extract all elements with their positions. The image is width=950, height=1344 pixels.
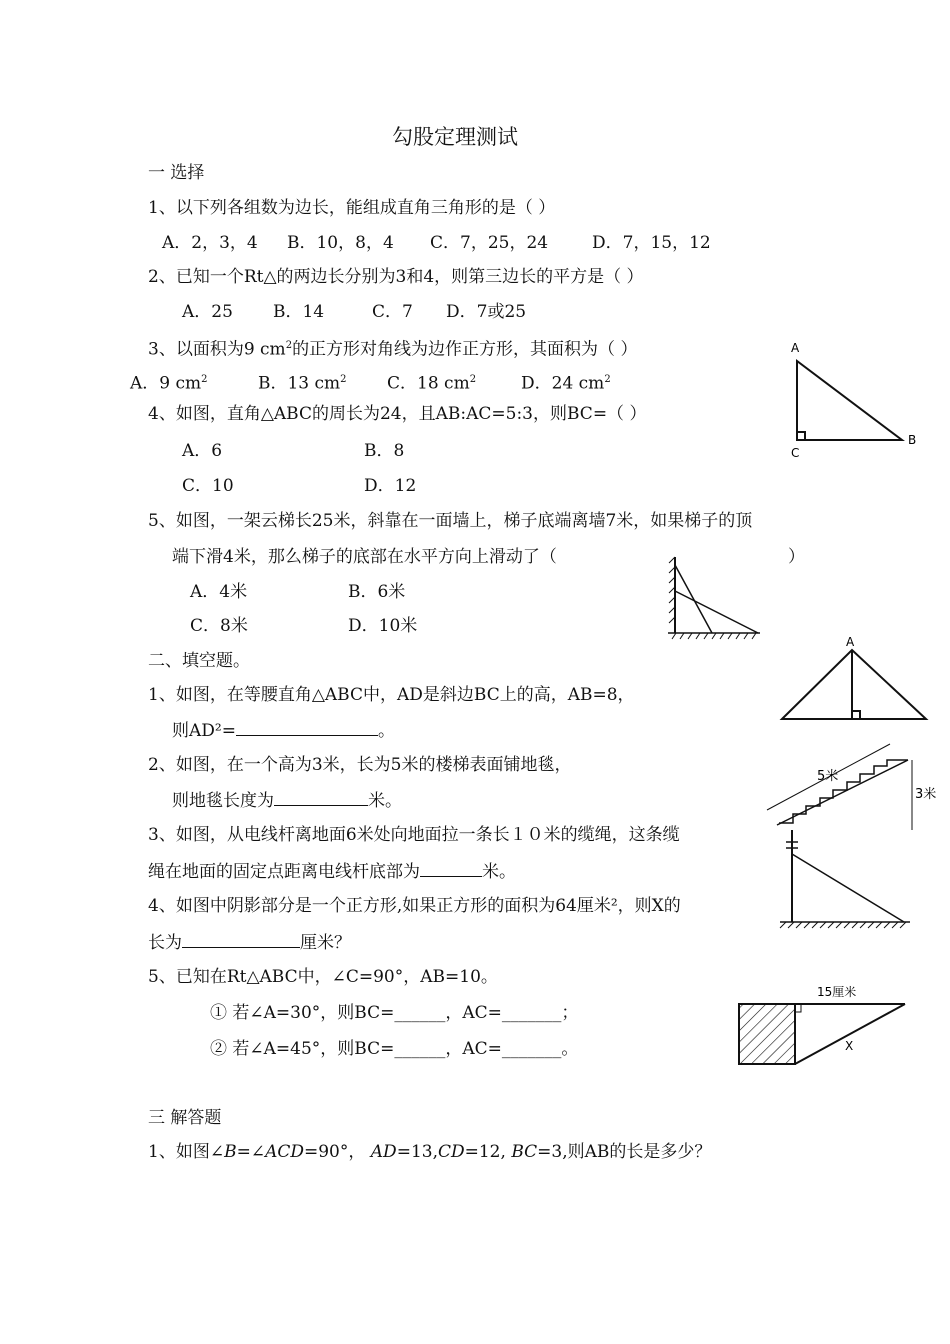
page-title: 勾股定理测试 (392, 125, 518, 149)
length-label: 5米 (817, 769, 839, 784)
fill-2-line2: 则地毯长度为 米。 (172, 791, 402, 811)
square-triangle-figure (735, 978, 910, 1068)
answer-blank[interactable] (420, 860, 482, 877)
question-5-paren: ） (788, 547, 805, 567)
fill-2-line1: 2、如图，在一个高为3米，长为5米的楼梯表面铺地毯， (148, 755, 572, 775)
q1-option-c: C．7，25，24 (430, 233, 549, 253)
q3-option-d: D．24 $cm^2$ (521, 373, 611, 394)
answer-blank[interactable] (274, 789, 368, 806)
q2-option-c: C．7 (372, 302, 413, 322)
top-length-label: 15厘米 (817, 985, 857, 999)
q3-option-c: C．18 $cm^2$ (387, 373, 477, 394)
q4-option-a: A．6 (182, 441, 223, 461)
q5-option-b: B．6米 (348, 582, 406, 602)
fill-5-sub1: ① 若∠A=30°，则BC=______，AC=_______； (210, 1003, 579, 1023)
fill-5-stem: 5、已知在Rt△ABC中，∠C=90°，AB=10。 (148, 967, 498, 987)
q3-option-b: B．13 $cm^2$ (258, 373, 347, 394)
fill-1-line2: 则AD²= 。 (172, 721, 395, 741)
x-label: X (845, 1039, 854, 1053)
section-heading-answer: 三 解答题 (148, 1108, 222, 1128)
question-1-stem: 1、以下列各组数为边长，能组成直角三角形的是（ ） (148, 198, 556, 218)
q5-option-d: D．10米 (348, 616, 418, 636)
q3-option-a: A．9 $cm^2$ (130, 373, 208, 394)
q2-option-d: D．7或25 (446, 302, 527, 322)
q5-option-a: A．4米 (190, 582, 248, 602)
right-triangle-abc-figure (786, 340, 926, 465)
question-5-line2: 端下滑4米，那么梯子的底部在水平方向上滑动了（ (172, 547, 557, 567)
fill-3-line1: 3、如图，从电线杆离地面6米处向地面拉一条长１０米的缆绳，这条缆 (148, 825, 680, 845)
q2-option-b: B．14 (273, 302, 325, 322)
question-2-stem: 2、已知一个Rt△的两边长分别为3和4，则第三边长的平方是（ ） (148, 267, 644, 287)
fill-1-line1: 1、如图，在等腰直角△ABC中，AD是斜边BC上的高，AB=8， (148, 685, 635, 705)
vertex-label-a: A (846, 635, 855, 649)
question-3-stem: 3、以面积为9 $cm^2$的正方形对角线为边作正方形，其面积为（ ） (148, 339, 638, 360)
answer-blank[interactable] (236, 719, 378, 736)
fill-4-line2: 长为 厘米？ (148, 933, 351, 953)
q1-option-d: D．7，15，12 (592, 233, 711, 253)
answer-1-stem: 1、如图∠B=∠ACD=90°， AD=13,CD=12, BC=3,则AB的长是多少？ (148, 1142, 712, 1162)
q4-option-c: C．10 (182, 476, 234, 496)
ladder-wall-figure (660, 553, 765, 638)
isosceles-triangle-figure (770, 630, 940, 730)
answer-blank[interactable] (182, 931, 300, 948)
utility-pole-figure (776, 828, 916, 938)
fill-4-line1: 4、如图中阴影部分是一个正方形,如果正方形的面积为64厘米²，则X的 (148, 896, 681, 916)
vertex-label-a: A (791, 341, 800, 355)
q1-option-b: B．10，8，4 (287, 233, 394, 253)
staircase-figure (765, 730, 940, 830)
height-label: 3米 (915, 787, 937, 802)
fill-3-line2: 绳在地面的固定点距离电线杆底部为 米。 (148, 862, 516, 882)
q5-option-c: C．8米 (190, 616, 248, 636)
section-heading-fill: 二、填空题。 (148, 651, 250, 671)
q2-option-a: A．25 (182, 302, 233, 322)
q4-option-d: D．12 (364, 476, 417, 496)
vertex-label-c: C (791, 446, 800, 460)
section-heading-choice: 一 选择 (148, 163, 205, 183)
q4-option-b: B．8 (364, 441, 405, 461)
fill-5-sub2: ② 若∠A=45°，则BC=______，AC=_______。 (210, 1039, 579, 1059)
question-5-line1: 5、如图，一架云梯长25米，斜靠在一面墙上，梯子底端离墙7米，如果梯子的顶 (148, 511, 753, 531)
q1-option-a: A．2，3，4 (162, 233, 258, 253)
vertex-label-b: B (908, 433, 917, 447)
question-4-stem: 4、如图，直角△ABC的周长为24，且AB:AC=5:3，则BC=（ ） (148, 404, 647, 424)
